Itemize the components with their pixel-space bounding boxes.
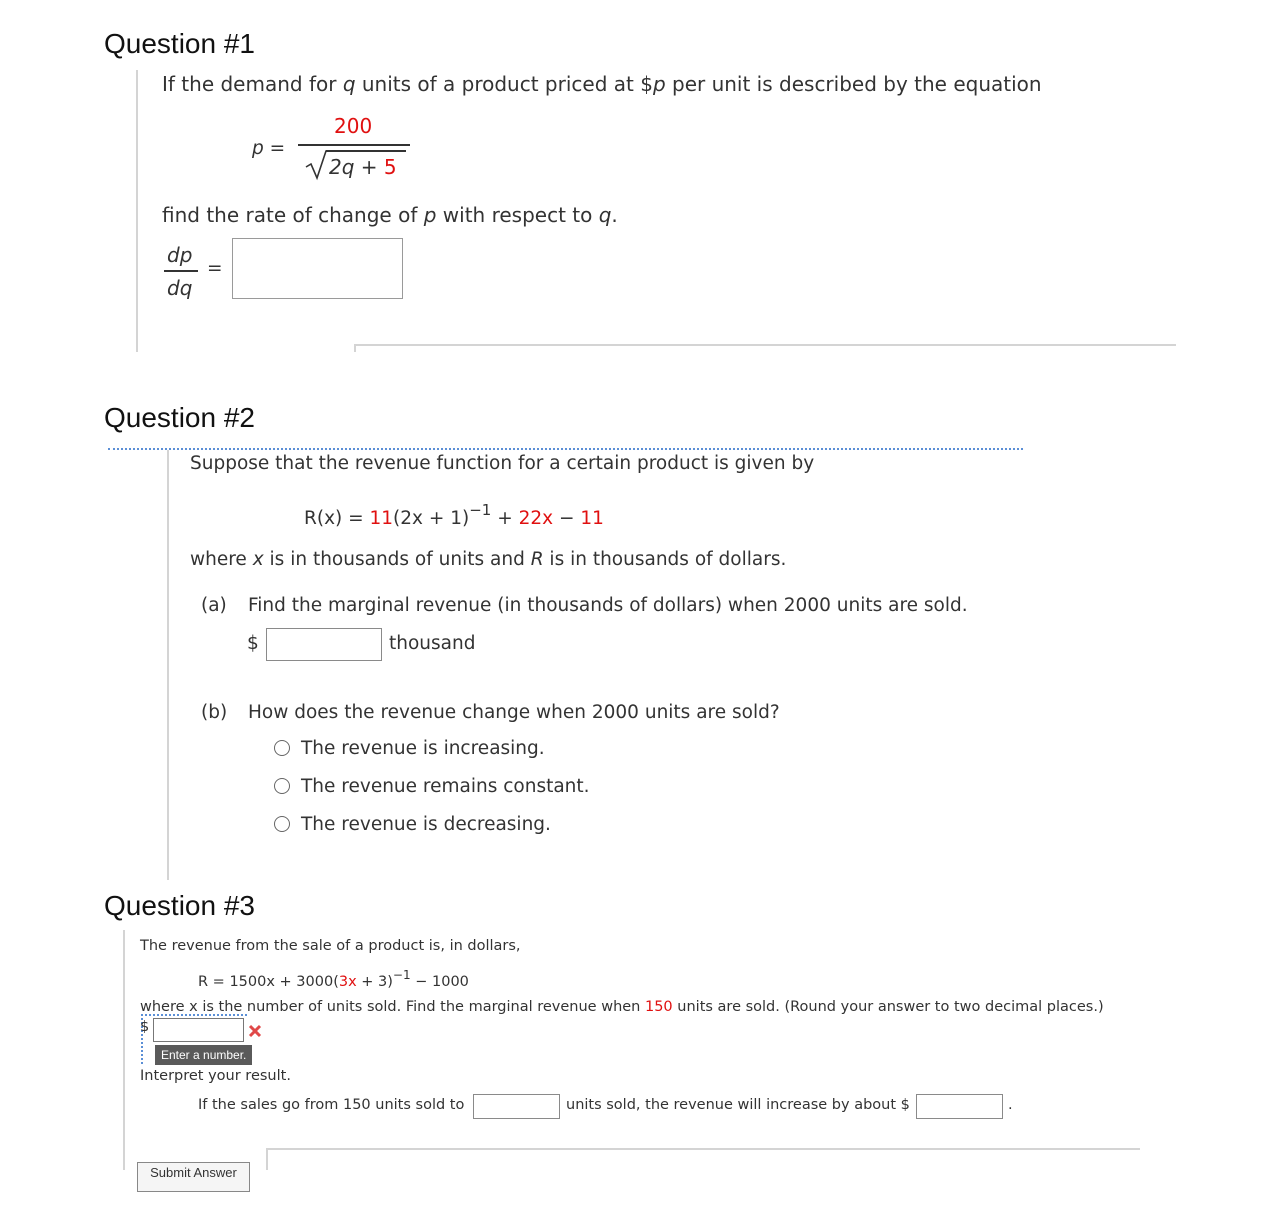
q2-dollar-sign: $ bbox=[247, 633, 259, 654]
question-1-title: Question #1 bbox=[104, 28, 255, 59]
question-1-left-border bbox=[136, 70, 138, 352]
q1-eq-lhs: p = bbox=[252, 138, 286, 159]
q2-thousand-unit: thousand bbox=[389, 633, 476, 654]
question-2-title: Question #2 bbox=[104, 402, 255, 433]
q2-part-a-input[interactable] bbox=[266, 628, 382, 661]
question-2-intro: Suppose that the revenue function for a certain product is given by bbox=[190, 453, 815, 474]
radio-revenue-decreasing[interactable] bbox=[274, 816, 290, 832]
q3-sales-text-end: . bbox=[1008, 1097, 1013, 1113]
q2-focus-dotted-line bbox=[108, 448, 1023, 450]
q3-interpret-label: Interpret your result. bbox=[140, 1068, 291, 1084]
q3-intro: The revenue from the sale of a product is, in dollars, bbox=[140, 938, 521, 954]
q2-option-decreasing[interactable]: The revenue is decreasing. bbox=[301, 814, 551, 835]
q3-sales-text-start: If the sales go from 150 units sold to bbox=[198, 1097, 465, 1113]
q3-dollar-sign: $ bbox=[140, 1019, 150, 1035]
q2-part-b-label: (b) bbox=[201, 702, 228, 723]
q2-part-a-text: Find the marginal revenue (in thousands of dollars) when 2000 units are sold. bbox=[248, 595, 968, 616]
q2-part-a-label: (a) bbox=[201, 595, 227, 616]
q2-option-constant[interactable]: The revenue remains constant. bbox=[301, 776, 590, 797]
q3-bottom-divider bbox=[266, 1148, 1140, 1150]
q1-sqrt-bar bbox=[326, 150, 406, 152]
x-mark-icon bbox=[248, 1024, 262, 1038]
q3-marginal-revenue-input[interactable] bbox=[153, 1018, 244, 1042]
q2-option-increasing[interactable]: The revenue is increasing. bbox=[301, 738, 545, 759]
radio-revenue-constant[interactable] bbox=[274, 778, 290, 794]
q1-divider-corner bbox=[354, 344, 356, 352]
sqrt-icon bbox=[304, 149, 330, 181]
submit-answer-label: Submit Answer bbox=[137, 1162, 250, 1192]
q3-sales-text-middle: units sold, the revenue will increase by about $ bbox=[566, 1097, 910, 1113]
q1-deriv-bar bbox=[164, 270, 198, 272]
q1-numerator: 200 bbox=[334, 114, 373, 138]
q2-equation: $R(x) = 11(2x + 1)^{-1} + 22x - 11$ bbox=[304, 501, 604, 530]
q3-divider-corner bbox=[266, 1148, 268, 1170]
q3-revenue-increase-input[interactable] bbox=[916, 1094, 1003, 1119]
question-1-intro: If the demand for q units of a product priced at $p per unit is described by the equation bbox=[162, 72, 1042, 96]
q1-fraction-bar bbox=[298, 144, 410, 146]
radio-revenue-increasing[interactable] bbox=[274, 740, 290, 756]
question-1-find-text: find the rate of change of p with respect to q. bbox=[162, 203, 618, 227]
q3-units-input[interactable] bbox=[473, 1094, 560, 1119]
q2-where-text: where x is in thousands of units and R is in thousands of dollars. bbox=[190, 549, 787, 570]
q1-bottom-divider bbox=[354, 344, 1176, 346]
q1-deriv-equals: = bbox=[207, 258, 223, 279]
q1-answer-input[interactable] bbox=[232, 238, 403, 299]
q1-deriv-numerator: dp bbox=[167, 243, 193, 267]
question-2-left-border bbox=[167, 450, 169, 880]
q2-part-b-text: How does the revenue change when 2000 units are sold? bbox=[248, 702, 780, 723]
question-3-title: Question #3 bbox=[104, 890, 255, 921]
q3-equation: $R = 1500x + 3000(3x + 3)^{-1} - 1000$ bbox=[198, 968, 469, 990]
q1-denominator: 2q + 5 bbox=[329, 155, 397, 179]
submit-answer-button[interactable] bbox=[137, 1162, 250, 1180]
question-3-left-border bbox=[123, 930, 125, 1170]
q3-where-text: where x is the number of units sold. Find the marginal revenue when 150 units are sold. (Round your answer to two decimal places.) bbox=[140, 999, 1104, 1015]
q1-deriv-denominator: dq bbox=[167, 276, 193, 300]
q3-error-tooltip: Enter a number. bbox=[155, 1045, 252, 1065]
